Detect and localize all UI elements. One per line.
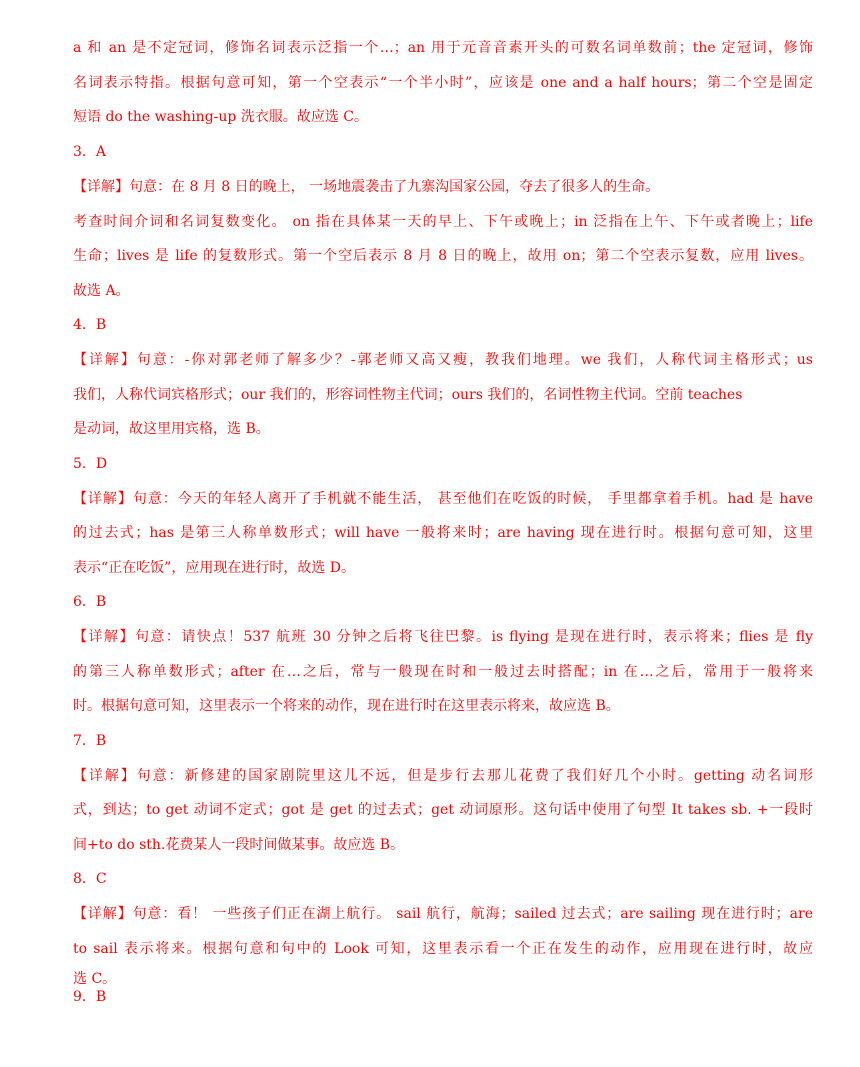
text-line: 【详解】句意：在 8 月 8 日的晚上， 一场地震袭击了九寨沟国家公园，夺去了很多人的生命。 <box>73 179 660 195</box>
question-number: 4．B <box>73 317 107 333</box>
text-line: 【详解】句意：请快点！537 航班 30 分钟之后将飞往巴黎。is flying 是现在进行时，表示将来；flies 是 fly <box>73 629 813 645</box>
text-line: 间+to do sth.花费某人一段时间做某事。故应选 B。 <box>73 837 405 853</box>
question-number: 8．C <box>73 871 107 887</box>
text-line: 式，到达；to get 动词不定式；got 是 get 的过去式；get 动词原形。这句话中使用了句型 It takes sb. +一段时 <box>73 802 813 818</box>
text-line: 【详解】句意：新修建的国家剧院里这儿不远，但是步行去那儿花费了我们好几个小时。getting 动名词形 <box>73 768 813 784</box>
text-line: 是动词，故这里用宾格，选 B。 <box>73 421 270 437</box>
text-line: 【详解】句意：看！ 一些孩子们正在湖上航行。 sail 航行，航海；sailed 过去式；are sailing 现在进行时；are <box>73 906 813 922</box>
text-line: 我们，人称代词宾格形式；our 我们的，形容词性物主代词；ours 我们的，名词性物主代词。空前 teaches <box>73 387 743 403</box>
text-line: a 和 an 是不定冠词，修饰名词表示泛指一个…；an 用于元音音素开头的可数名词单数前；the 定冠词，修饰 <box>73 40 813 56</box>
text-line: 名词表示特指。根据句意可知，第一个空表示“一个半小时”，应该是 one and a half hours；第二个空是固定 <box>73 75 813 91</box>
question-number: 3．A <box>73 144 107 160</box>
text-line: 时。根据句意可知，这里表示一个将来的动作，现在进行时在这里表示将来，故应选 B。 <box>73 698 620 714</box>
text-line: 故选 A。 <box>73 283 130 299</box>
text-line: 的第三人称单数形式；after 在…之后，常与一般现在时和一般过去时搭配；in 在…之后，常用于一般将来 <box>73 664 813 680</box>
text-line: 生命；lives 是 life 的复数形式。第一个空后表示 8 月 8 日的晚上，故用 on；第二个空表示复数，应用 lives。 <box>73 248 813 264</box>
question-number: 7．B <box>73 733 107 749</box>
question-number: 5．D <box>73 456 108 472</box>
text-line: 表示“正在吃饭”，应用现在进行时，故选 D。 <box>73 560 355 576</box>
text-line: 选 C。 <box>73 971 117 987</box>
text-line: 的过去式；has 是第三人称单数形式；will have 一般将来时；are having 现在进行时。根据句意可知，这里 <box>73 525 813 541</box>
text-line: to sail 表示将来。根据句意和句中的 Look 可知，这里表示看一个正在发生的动作，应用现在进行时，故应 <box>73 941 813 957</box>
text-line: 考查时间介词和名词复数变化。 on 指在具体某一天的早上、下午或晚上；in 泛指在上午、下午或者晚上；life <box>73 214 813 230</box>
text-line: 【详解】句意：-你对郭老师了解多少？-郭老师又高又瘦，教我们地理。we 我们，人称代词主格形式；us <box>73 352 813 368</box>
question-number: 9．B <box>73 989 107 1005</box>
text-line: 【详解】句意：今天的年轻人离开了手机就不能生活， 甚至他们在吃饭的时候， 手里都拿着手机。had 是 have <box>73 491 813 507</box>
question-number: 6．B <box>73 594 107 610</box>
text-line: 短语 do the washing-up 洗衣服。故应选 C。 <box>73 109 368 125</box>
